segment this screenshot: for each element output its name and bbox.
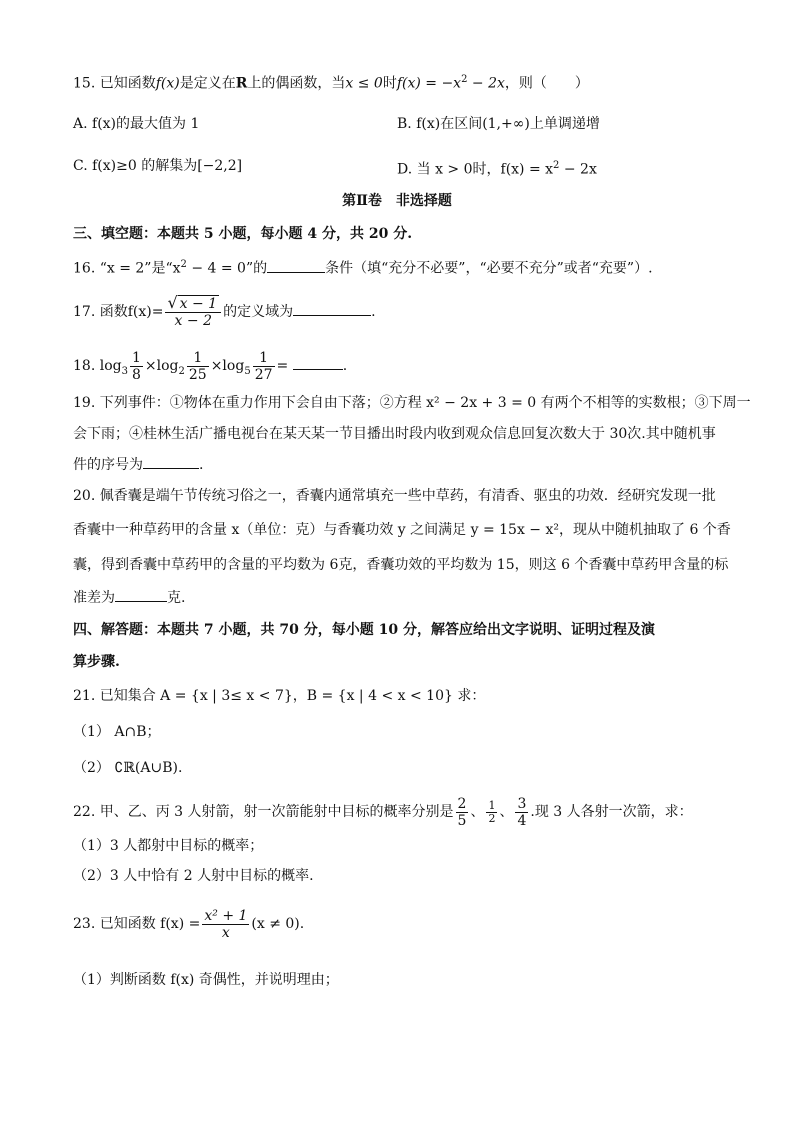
q15-stem: 15. 已知函数f(x)是定义在R上的偶函数，当x ≤ 0时$f(x) = -x^2 - 2x$，则（ ） [73, 74, 589, 92]
section-title: 第Ⅱ卷 非选择题 [342, 193, 452, 209]
q19-line2: 会下雨；④桂林生活广播电视台在某天某一节目播出时段内收到观众信息回复次数大于 30次.其中随机事 [73, 426, 716, 442]
q15-option-c: C. f(x)≥0 的解集为[−2,2] [73, 158, 243, 174]
q18: 18. $\log_3$ $\frac{1}{8}$ $\times\log_2$ $\frac{1}{25}$ $\times\log_5$ $\frac{1}{27}$ = . [73, 349, 348, 383]
q15-option-d: D. 当 x > 0时，$f(x) = x^2 - 2x$ [397, 160, 597, 178]
part3-heading: 三、填空题：本题共 5 小题，每小题 4 分，共 20 分. [73, 226, 413, 242]
q21-stem: 21. 已知集合 A = {x | 3≤ x < 7}，B = {x | 4 < x < 10} 求： [73, 688, 486, 704]
q20-line1: 20. 佩香囊是端午节传统习俗之一，香囊内通常填充一些中草药，有清香、驱虫的功效．经研究发现一批 [73, 488, 716, 504]
q22-part2: （2）3 人中恰有 2 人射中目标的概率. [73, 868, 314, 884]
q15-option-b: B. f(x)在区间(1,+∞)上单调递增 [397, 116, 600, 132]
q17-answer-blank[interactable] [293, 301, 371, 316]
part4-heading-line2: 算步骤. [73, 654, 120, 670]
q22-part1: （1）3 人都射中目标的概率； [73, 838, 264, 854]
q19-line1: 19. 下列事件：①物体在重力作用下会自由下落；②方程 x² − 2x + 3 = 0 有两个不相等的实数根；③下周一 [73, 395, 751, 411]
q20-line4: 准差为 克. [73, 587, 185, 608]
q22-stem: 22. 甲、乙、丙 3 人射箭，射一次箭能射中目标的概率分别是 $\frac{2}{5}$ 、 $\frac{1}{2}$ 、 $\frac{3}{4}$ .现 3 人各射一次箭，求： [73, 795, 693, 829]
q20-line3: 囊，得到香囊中草药甲的含量的平均数为 6克，香囊功效的平均数为 15，则这 6 个香囊中草药甲含量的标 [73, 557, 729, 573]
q17-fraction: $\frac{√ x - 1}{x - 2}$ [165, 295, 221, 329]
q23-stem: 23. 已知函数 f(x) = $\frac{\text{x² + 1}}{x}$ (x ≠ 0). [73, 907, 305, 941]
q23-part1: （1）判断函数 f(x) 奇偶性，并说明理由； [73, 972, 339, 988]
part4-heading-line1: 四、解答题：本题共 7 小题，共 70 分，每小题 10 分，解答应给出文字说明、证明过程及演 [73, 622, 655, 638]
q18-answer-blank[interactable] [293, 355, 343, 370]
q16: 16. “x = 2”是“$x^2 - 4 = 0$”的 条件（填“充分不必要”，“必要不充分”或者“充要”）. [73, 259, 653, 277]
q17: 17. 函数f(x)= $\frac{√ x - 1}{x - 2}$ 的定义域为 . [73, 293, 376, 329]
q20-line2: 香囊中一种草药甲的含量 x（单位：克）与香囊功效 y 之间满足 y = 15x − x²，现从中随机抽取了 6 个香 [73, 522, 731, 538]
q21-part2: （2） ∁ℝ(A∪B). [73, 760, 183, 776]
q16-answer-blank[interactable] [267, 258, 325, 273]
q21-part1: （1） A∩B； [73, 724, 161, 740]
q20-answer-blank[interactable] [115, 587, 167, 602]
q15-option-a: A. f(x)的最大值为 1 [73, 116, 200, 132]
q19-line3: 件的序号为 . [73, 454, 203, 475]
q19-answer-blank[interactable] [143, 454, 199, 469]
